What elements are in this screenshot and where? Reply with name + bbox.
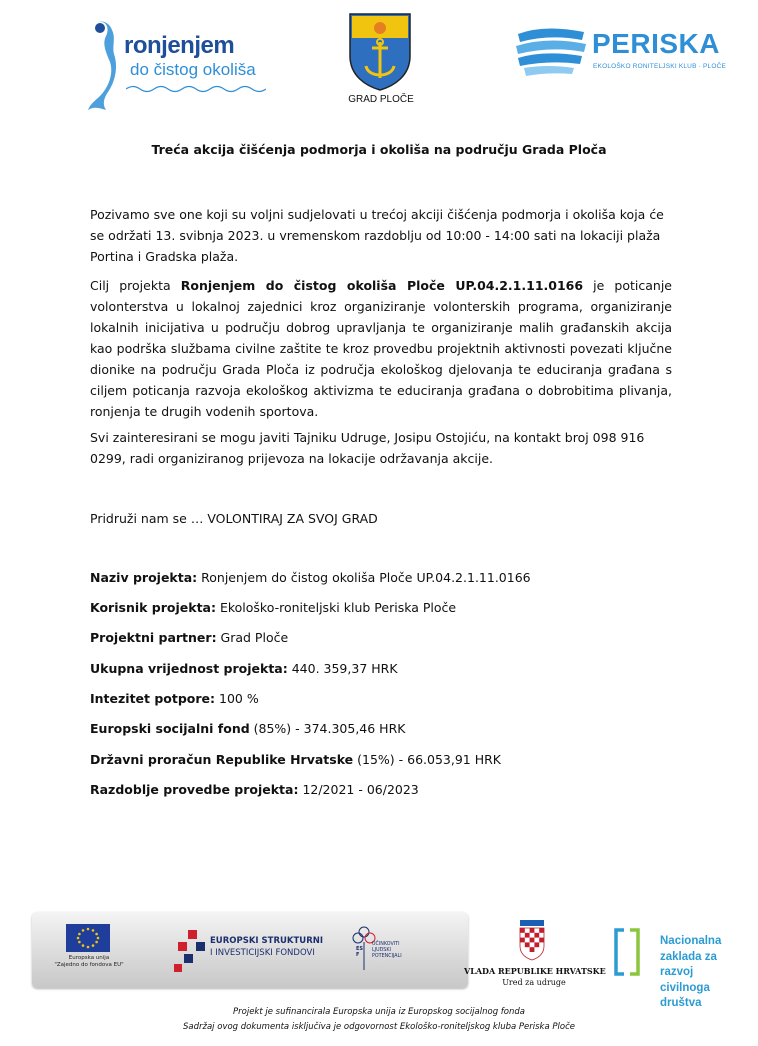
- info-label: Ukupna vrijednost projekta:: [90, 661, 288, 676]
- croatian-coat-of-arms-icon: [518, 918, 546, 962]
- mermaid-icon: [86, 18, 126, 114]
- nzrcd-line2: zaklada za: [660, 950, 717, 963]
- ulj-caption: [372, 942, 402, 960]
- info-label: Intezitet potpore:: [90, 691, 216, 706]
- esf-vertical-label: ESF: [356, 946, 364, 958]
- ulj-line2: LJUDSKI: [372, 948, 391, 953]
- nzrcd-line3: razvoj: [660, 966, 694, 978]
- info-value: Ronjenjem do čistog okoliša Ploče UP.04.2.1.11.0166: [197, 570, 531, 585]
- info-label: Razdoblje provedbe projekta:: [90, 782, 299, 797]
- info-row: [90, 659, 690, 679]
- logo-line1: ronjenjem: [124, 32, 235, 59]
- info-label: Europski socijalni fond: [90, 721, 250, 736]
- info-value: (85%) - 374.305,46 HRK: [249, 721, 406, 736]
- grad-ploce-caption: GRAD PLOČE: [348, 94, 414, 105]
- nzrcd-name: [660, 934, 750, 1012]
- paragraph-join: Pridruži nam se … VOLONTIRAJ ZA SVOJ GRAD: [90, 511, 378, 526]
- info-value: 440. 359,37 HRK: [287, 661, 398, 676]
- eu-caption-line1: Europska unija: [68, 955, 110, 961]
- paragraph-invitation: Pozivamo sve one koji su voljni sudjelovati u trećoj akciji čišćenja podmorja i okoliša koja će se održati 13. svibnja 2023. u vremenskom razdoblju od 10:00 - 14:00 sati na lokaciji plaža Portina i Gradska plaža.: [90, 207, 664, 264]
- esf-squares-icon: [174, 930, 208, 974]
- eu-caption: [44, 955, 134, 969]
- project-name-bold: Ronjenjem do čistog okoliša Ploče UP.04.2.1.11.0166: [180, 278, 584, 293]
- eu-flag-icon: [66, 924, 110, 952]
- info-value: Grad Ploče: [216, 630, 289, 645]
- info-row: [90, 689, 690, 709]
- info-label: Projektni partner:: [90, 630, 217, 645]
- ronjenjem-logo: [86, 14, 276, 114]
- nzrcd-line5: društva: [660, 997, 702, 1009]
- info-row: [90, 780, 690, 800]
- info-row: [90, 628, 690, 648]
- esf-line1: EUROPSKI STRUKTURNI: [210, 936, 324, 946]
- wave-icon: [126, 84, 266, 94]
- eu-caption-line2: "Zajedno do fondova EU": [54, 962, 124, 968]
- paragraph-contact: Svi zainteresirani se mogu javiti Tajniku Udruge, Josipu Ostojiću, na kontakt broj 098 916 0299, radi organiziranog prijevoza na lokacije održavanja akcije.: [90, 430, 645, 466]
- nzrcd-bracket-icon: [614, 928, 640, 976]
- periska-subtitle: EKOLOŠKO RONITELJSKI KLUB · PLOČE: [593, 63, 727, 70]
- info-label: Korisnik projekta:: [90, 600, 216, 615]
- paragraph-goal: [90, 275, 672, 422]
- info-value: Ekološko-roniteljski klub Periska Ploče: [215, 600, 457, 615]
- coat-of-arms-icon: [348, 12, 412, 92]
- vlada-subtitle: Ured za udruge: [502, 978, 566, 987]
- goal-rest: je poticanje volonterstva u lokalnoj zajednici kroz organiziranje volonterskih programa, organiziranje lokalnih inicijativa u području dobrog upravljanja te organiziranje malih građanskih akcija kao podrška službama civilne zaštite te kroz provedbu projektnih aktivnosti povezati ključne dionike na području Grada Ploča iz područja ekološkog djelovanja te educiranja građana s ciljem poticanja razvoja ekološkog aktivizma te educiranja građana o dobrobitima plivanja, ronjenja te drugih vodenih sportova.: [90, 278, 672, 419]
- periska-logo: [514, 20, 734, 100]
- logo-line2: do čistog okoliša: [130, 60, 256, 79]
- grad-ploce-logo: [346, 12, 416, 112]
- info-row: [90, 750, 690, 770]
- info-row: [90, 568, 690, 588]
- info-value: 12/2021 - 06/2023: [298, 782, 419, 797]
- nzrcd-line4: civilnoga: [660, 981, 710, 994]
- esf-line2: I INVESTICIJSKI FONDOVI: [210, 948, 315, 958]
- goal-prefix: Cilj projekta: [90, 278, 181, 293]
- ulj-line1: UČINKOVITI: [372, 942, 400, 947]
- info-row: [90, 719, 690, 739]
- info-value: (15%) - 66.053,91 HRK: [353, 752, 501, 767]
- vlada-name: VLADA REPUBLIKE HRVATSKE: [464, 966, 606, 976]
- periska-name: PERISKA: [592, 28, 720, 59]
- info-label: Državni proračun Republike Hrvatske: [90, 752, 354, 767]
- nzrcd-line1: Nacionalna: [660, 935, 722, 947]
- ulj-line3: POTENCIJALI: [372, 954, 402, 959]
- document-title: Treća akcija čišćenja podmorja i okoliša na području Grada Ploča: [151, 142, 607, 157]
- info-value: 100 %: [215, 691, 259, 706]
- periska-shell-icon: [514, 24, 588, 78]
- info-row: [90, 598, 690, 618]
- info-label: Naziv projekta:: [90, 570, 198, 585]
- footnote-line2: Sadržaj ovog dokumenta isključiva je odgovornost Ekološko-roniteljskog kluba Periska Ploče: [183, 1022, 575, 1032]
- footnote-line1: Projekt je sufinancirala Europska unija iz Europskog socijalnog fonda: [233, 1007, 525, 1017]
